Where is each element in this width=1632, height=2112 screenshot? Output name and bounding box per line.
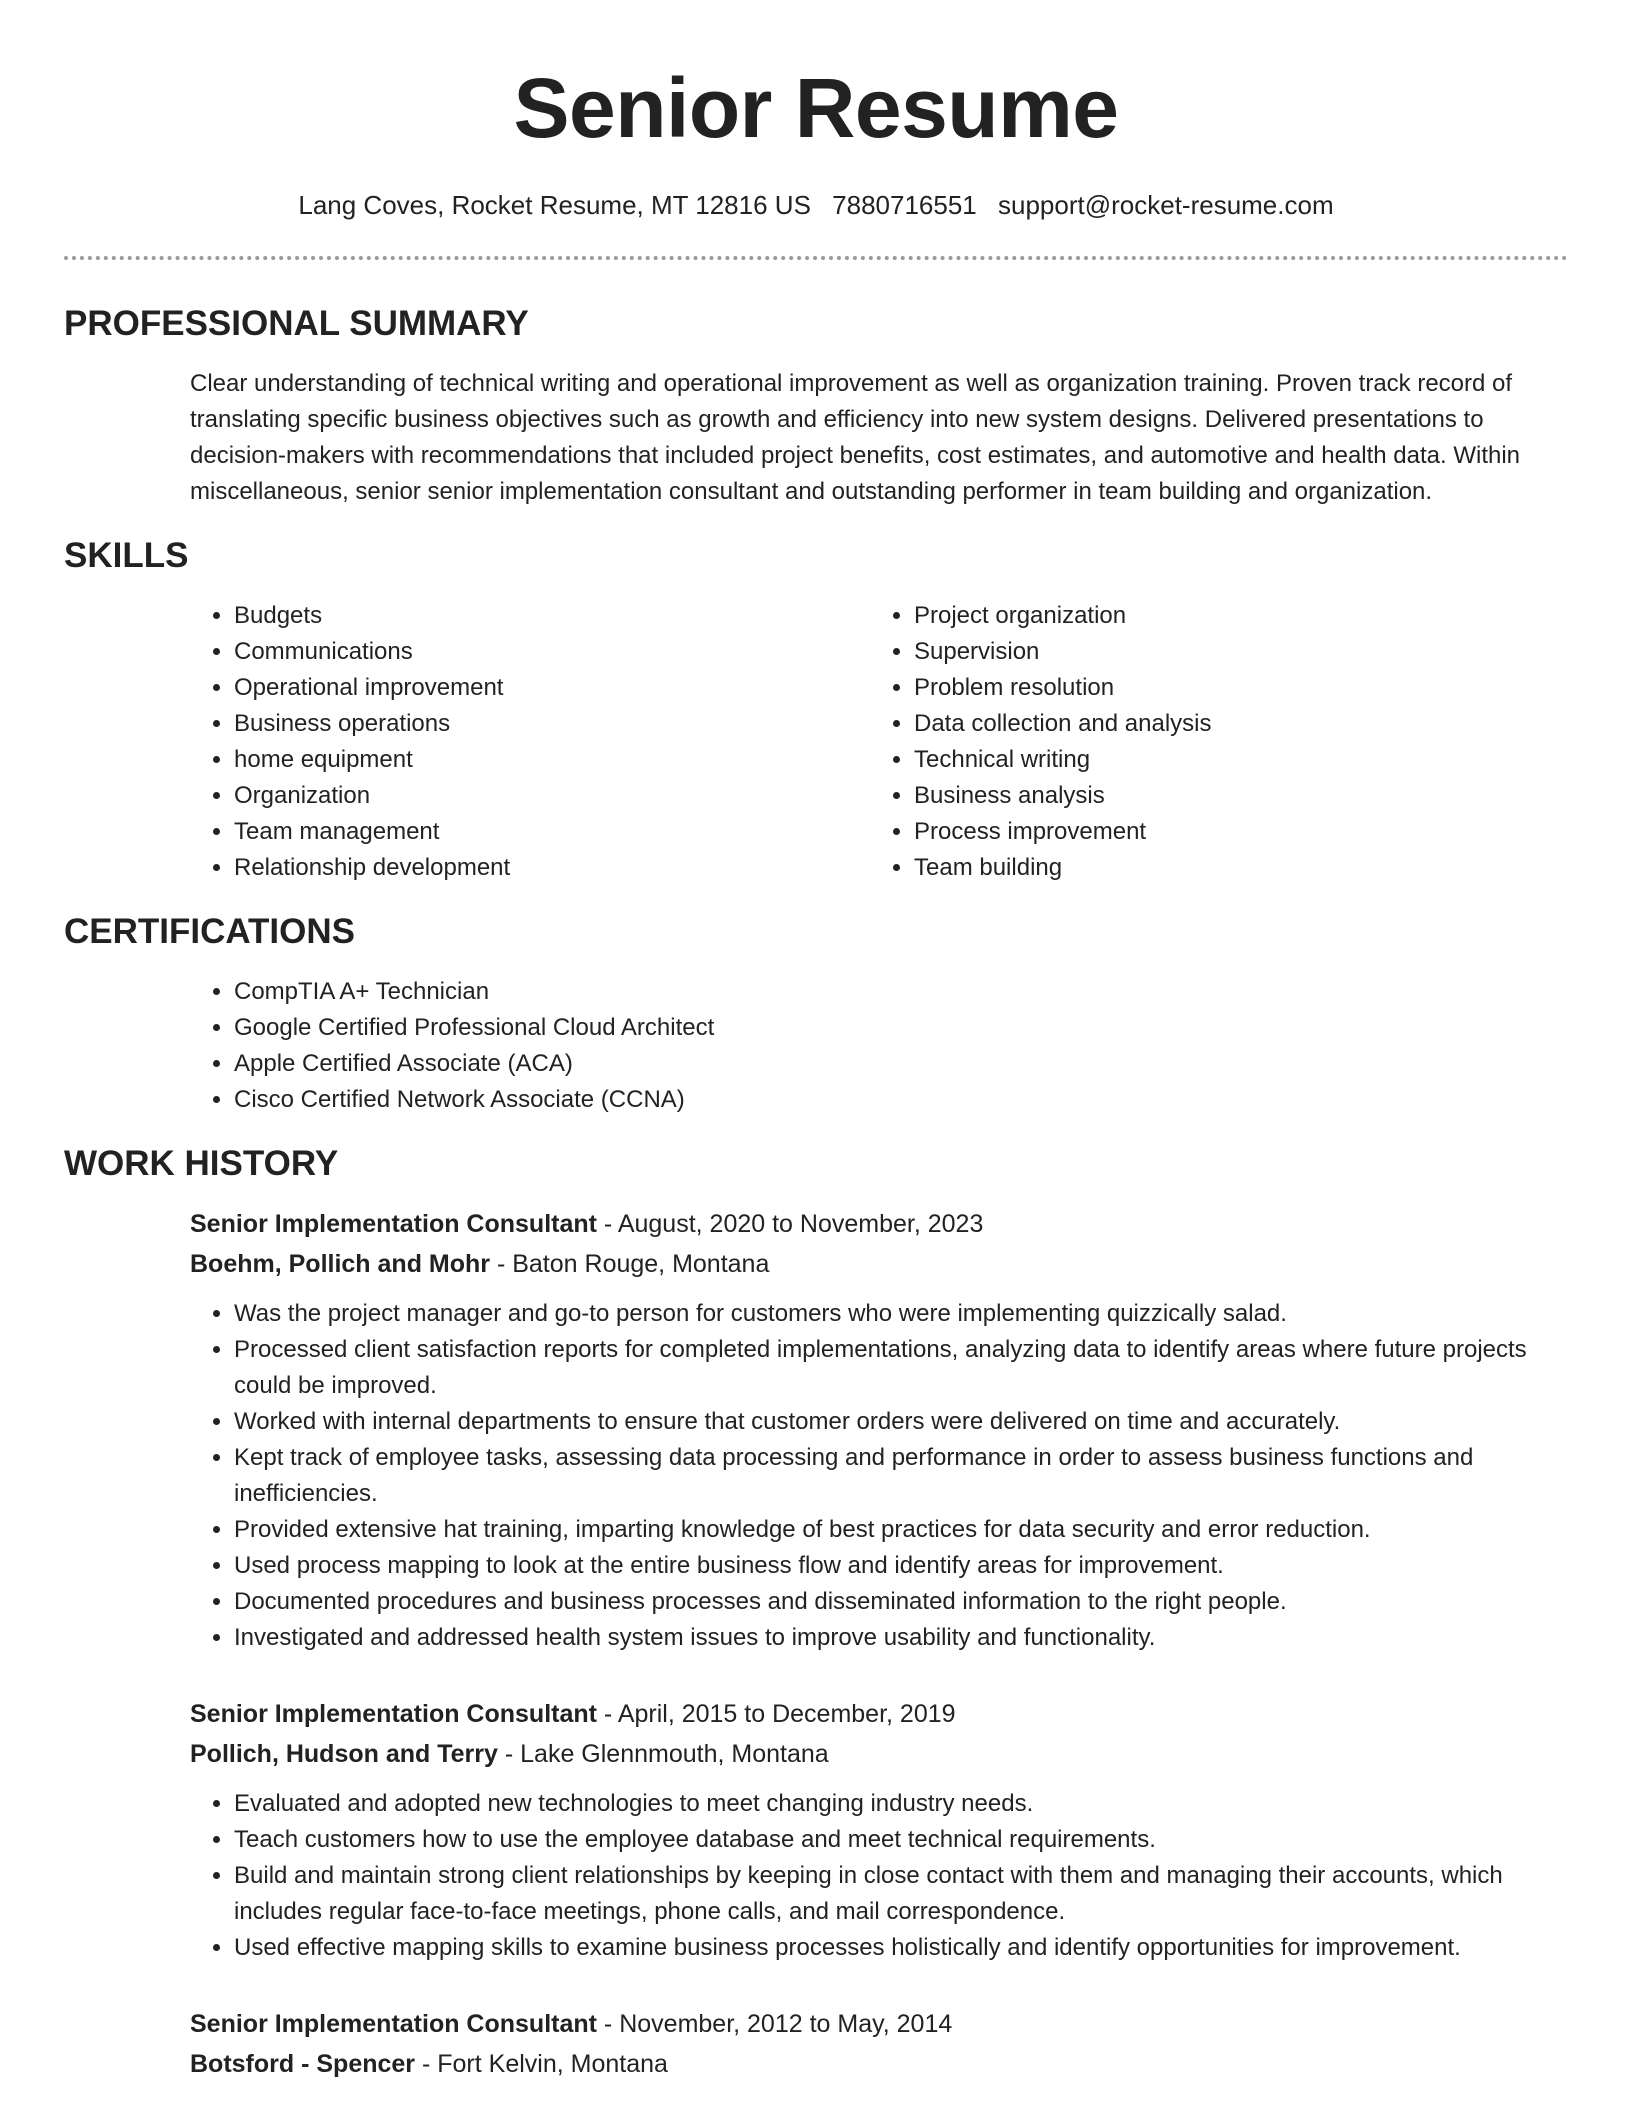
certification-item: • CompTIA A+ Technician: [234, 974, 1568, 1010]
skill-item: • Problem resolution: [914, 670, 1550, 706]
skill-item: • Team management: [234, 814, 870, 850]
certifications-list: [190, 974, 1568, 1118]
skill-item: • Supervision: [914, 634, 1550, 670]
job-bullets: [190, 1296, 1568, 1656]
job-bullet: • Evaluated and adopted new technologies to meet changing industry needs.: [234, 1786, 1568, 1822]
skills-grid: [190, 598, 1568, 886]
job-bullet: • Documented procedures and business processes and disseminated information to the right people.: [234, 1584, 1568, 1620]
job-company-line: [190, 1734, 1568, 1774]
skill-item: • Team building: [914, 850, 1550, 886]
job-dates: - April, 2015 to December, 2019: [596, 1700, 956, 1728]
resume-title: Senior Resume: [513, 61, 1119, 155]
job-title: Senior Implementation Consultant: [190, 1700, 597, 1728]
summary-section: [64, 302, 1568, 510]
certifications-heading: CERTIFICATIONS: [64, 912, 356, 951]
contact-address: Lang Coves, Rocket Resume, MT 12816 US: [298, 190, 811, 220]
certification-item: • Google Certified Professional Cloud Architect: [234, 1010, 1568, 1046]
job-location: - Fort Kelvin, Montana: [415, 2050, 668, 2078]
skill-item: • Project organization: [914, 598, 1550, 634]
job-title: Senior Implementation Consultant: [190, 1210, 597, 1238]
skills-list-left: [190, 598, 870, 886]
job-dates: - August, 2020 to November, 2023: [596, 1210, 984, 1238]
job-title-line: [190, 2004, 1568, 2044]
certifications-list-wrap: [190, 974, 1568, 1118]
work-history-section: [64, 1142, 1568, 2084]
header-divider: [64, 256, 1568, 260]
job-bullet: • Provided extensive hat training, imparting knowledge of best practices for data security and error reduction.: [234, 1512, 1568, 1548]
job-location: - Lake Glennmouth, Montana: [497, 1740, 829, 1768]
skill-item: • Relationship development: [234, 850, 870, 886]
job-bullet: • Build and maintain strong client relationships by keeping in close contact with them and managing their accounts, which includes regular face-to-face meetings, phone calls, and mail correspondence.: [234, 1858, 1568, 1930]
job-bullet: • Used effective mapping skills to examine business processes holistically and identify opportunities for improvement.: [234, 1930, 1568, 1966]
job-company: Boehm, Pollich and Mohr: [190, 1250, 491, 1278]
skill-item: • Communications: [234, 634, 870, 670]
certifications-section: [64, 910, 1568, 1118]
job-company: Botsford - Spencer: [190, 2050, 416, 2078]
summary-heading: PROFESSIONAL SUMMARY: [64, 304, 529, 343]
work-history-heading: WORK HISTORY: [64, 1144, 339, 1183]
skill-item: • Process improvement: [914, 814, 1550, 850]
job-company: Pollich, Hudson and Terry: [190, 1740, 498, 1768]
contact-phone: 7880716551: [832, 190, 977, 220]
skills-heading: SKILLS: [64, 536, 189, 575]
skill-item: • Business analysis: [914, 778, 1550, 814]
skill-item: • Business operations: [234, 706, 870, 742]
job-bullet: • Used process mapping to look at the entire business flow and identify areas for improvement.: [234, 1548, 1568, 1584]
job-company-line: [190, 2044, 1568, 2084]
job-bullet: • Kept track of employee tasks, assessing data processing and performance in order to assess business functions and inefficiencies.: [234, 1440, 1568, 1512]
job-title: Senior Implementation Consultant: [190, 2010, 597, 2038]
skill-item: • Data collection and analysis: [914, 706, 1550, 742]
skill-item: • Organization: [234, 778, 870, 814]
summary-text: Clear understanding of technical writing and operational improvement as well as organization training. Proven track record of translating specific business objectives such as growth and efficiency into new system designs. Delivered presentations to decision-makers with recommendations that included project benefits, cost estimates, and automotive and health data. Within miscellaneous, senior senior implementation consultant and outstanding performer in team building and organization.: [190, 370, 1521, 505]
job-dates: - November, 2012 to May, 2014: [596, 2010, 953, 2038]
job-entry: [190, 1694, 1568, 1966]
job-location: - Baton Rouge, Montana: [490, 1250, 770, 1278]
skills-section: [64, 534, 1568, 886]
skill-item: • Budgets: [234, 598, 870, 634]
skills-column-left: [190, 598, 870, 886]
job-title-line: [190, 1204, 1568, 1244]
contact-line: [64, 188, 1568, 222]
skill-item: • Technical writing: [914, 742, 1550, 778]
jobs-list: [190, 1204, 1568, 2084]
job-bullet: • Was the project manager and go-to person for customers who were implementing quizzically salad.: [234, 1296, 1568, 1332]
job-bullets: [190, 1786, 1568, 1966]
skill-item: • Operational improvement: [234, 670, 870, 706]
skills-column-right: [870, 598, 1550, 886]
resume-page: [64, 0, 1568, 2106]
job-title-line: [190, 1694, 1568, 1734]
job-entry: [190, 1204, 1568, 1656]
job-bullet: • Investigated and addressed health system issues to improve usability and functionality.: [234, 1620, 1568, 1656]
job-bullet: • Teach customers how to use the employee database and meet technical requirements.: [234, 1822, 1568, 1858]
job-entry: [190, 2004, 1568, 2084]
skills-list-right: [870, 598, 1550, 886]
job-bullet: • Worked with internal departments to ensure that customer orders were delivered on time and accurately.: [234, 1404, 1568, 1440]
contact-email: support@rocket-resume.com: [998, 190, 1334, 220]
certification-item: • Cisco Certified Network Associate (CCNA): [234, 1082, 1568, 1118]
job-company-line: [190, 1244, 1568, 1284]
job-bullet: • Processed client satisfaction reports for completed implementations, analyzing data to identify areas where future projects could be improved.: [234, 1332, 1568, 1404]
skill-item: • home equipment: [234, 742, 870, 778]
certification-item: • Apple Certified Associate (ACA): [234, 1046, 1568, 1082]
